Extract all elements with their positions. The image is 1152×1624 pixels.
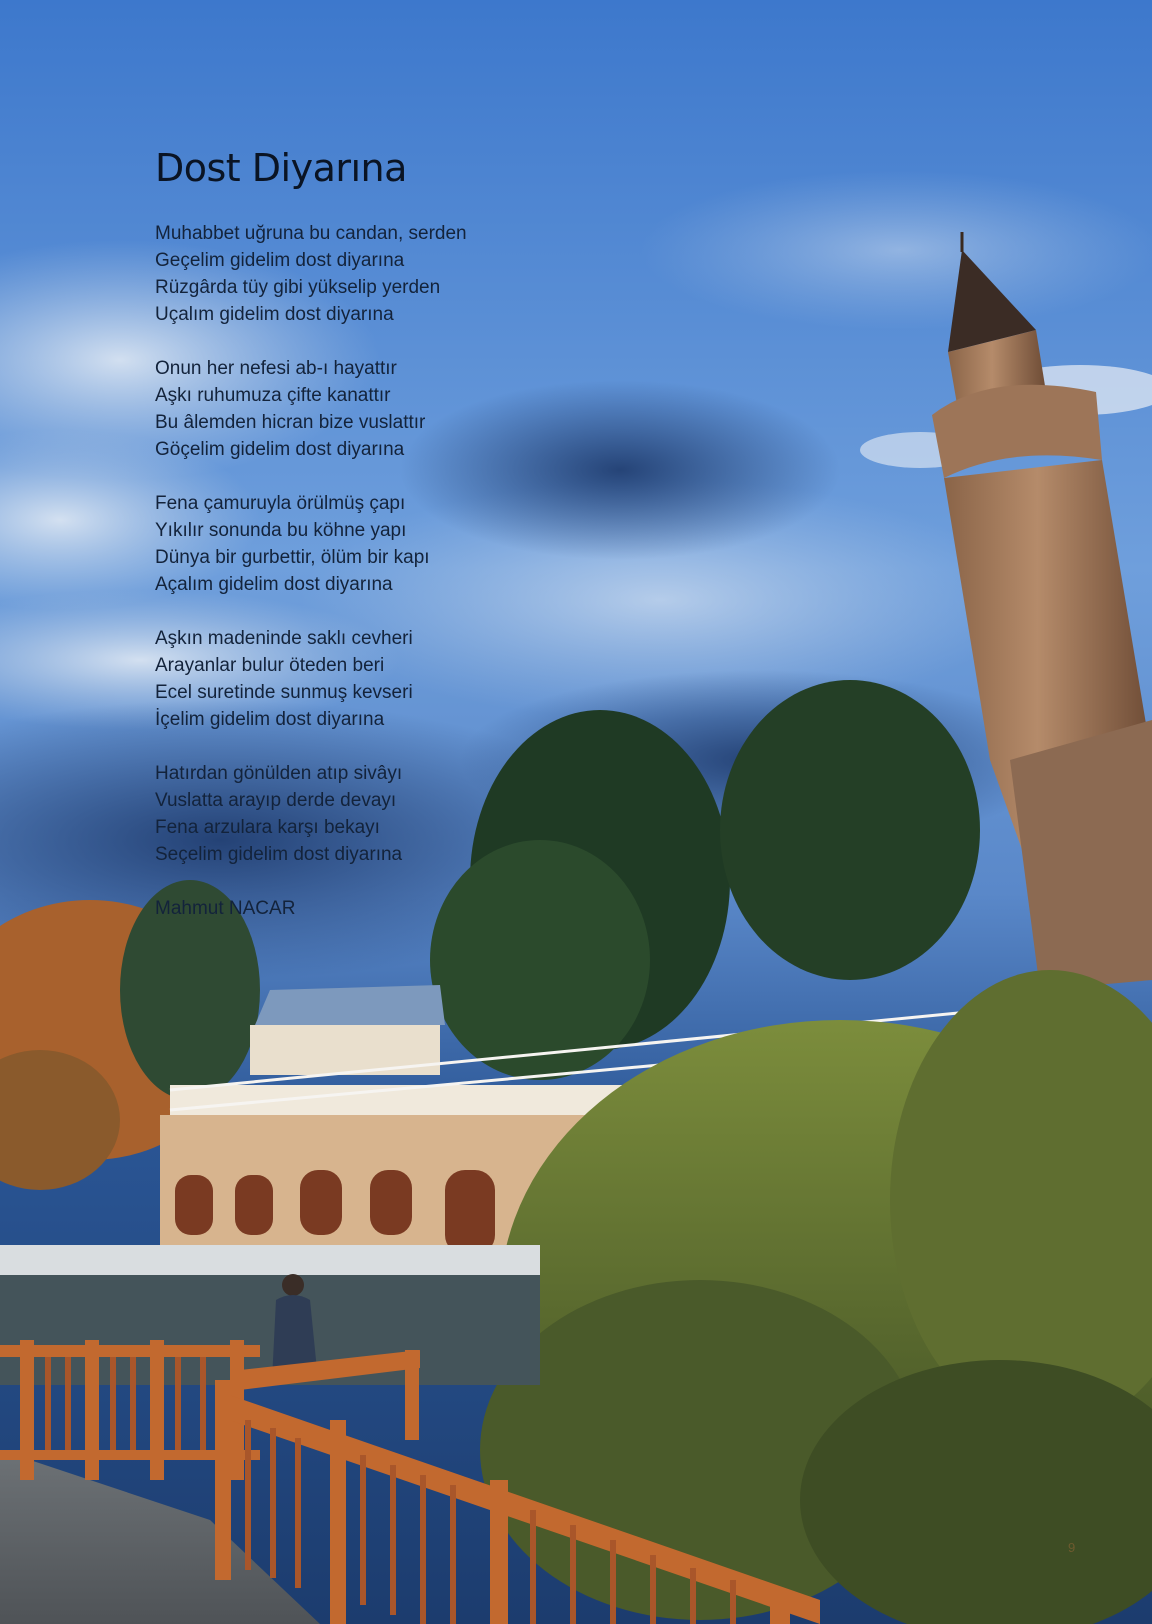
stanza-5 xyxy=(155,760,675,868)
poem-line: Açalım gidelim dost diyarına xyxy=(155,573,393,595)
stanza-2 xyxy=(155,355,675,463)
poem xyxy=(155,148,675,922)
poem-line: Fena arzulara karşı bekayı xyxy=(155,816,380,838)
poem-line: Ecel suretinde sunmuş kevseri xyxy=(155,681,413,703)
poem-line: Onun her nefesi ab-ı hayattır xyxy=(155,357,397,379)
poem-line: Aşkı ruhumuza çifte kanattır xyxy=(155,384,391,406)
poem-line: Aşkın madeninde saklı cevheri xyxy=(155,627,413,649)
poem-line: Geçelim gidelim dost diyarına xyxy=(155,249,405,271)
poem-line: Fena çamuruyla örülmüş çapı xyxy=(155,492,406,514)
poem-line: Dünya bir gurbettir, ölüm bir kapı xyxy=(155,546,430,568)
poem-author: Mahmut NACAR xyxy=(155,897,296,919)
stanza-1 xyxy=(155,220,675,328)
poem-line: Muhabbet uğruna bu candan, serden xyxy=(155,222,467,244)
poem-line: Hatırdan gönülden atıp sivâyı xyxy=(155,762,403,784)
poem-line: Rüzgârda tüy gibi yükselip yerden xyxy=(155,276,441,298)
poem-title: Dost Diyarına xyxy=(155,146,407,190)
poem-line: Arayanlar bulur öteden beri xyxy=(155,654,385,676)
poem-line: Uçalım gidelim dost diyarına xyxy=(155,303,394,325)
bridge xyxy=(0,1245,540,1385)
poem-line: Göçelim gidelim dost diyarına xyxy=(155,438,405,460)
stanza-3 xyxy=(155,490,675,598)
poem-line: Bu âlemden hicran bize vuslattır xyxy=(155,411,426,433)
poem-line: Seçelim gidelim dost diyarına xyxy=(155,843,403,865)
poem-line: Vuslatta arayıp derde devayı xyxy=(155,789,397,811)
poem-line: Yıkılır sonunda bu köhne yapı xyxy=(155,519,407,541)
stanza-4 xyxy=(155,625,675,733)
page-number: 9 xyxy=(1068,1540,1076,1555)
poem-line: İçelim gidelim dost diyarına xyxy=(155,708,385,730)
